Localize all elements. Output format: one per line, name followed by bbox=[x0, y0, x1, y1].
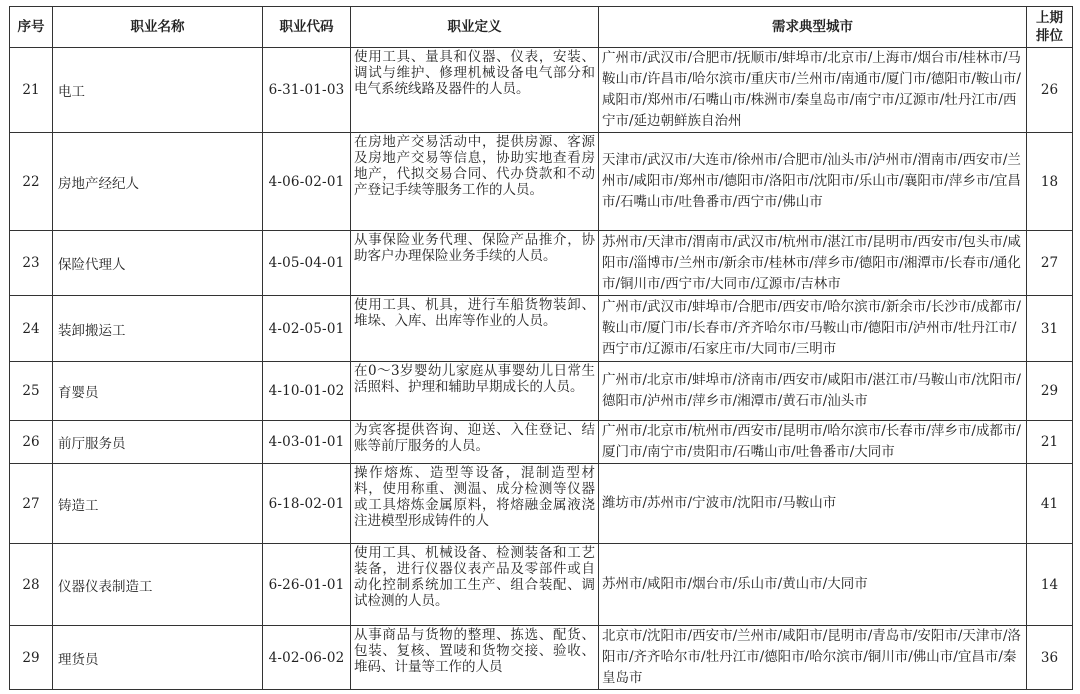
table-row bbox=[10, 626, 1073, 690]
cell-definition: 在房地产交易活动中，提供房源、客源及房地产交易等信息，协助实地查看房地产，代拟交易合同、代办贷款和不动产登记手续等服务工作的人员。 bbox=[351, 133, 599, 231]
cell-code: 6-31-01-03 bbox=[263, 48, 351, 133]
cell-rank: 41 bbox=[1027, 464, 1073, 544]
cell-rank: 26 bbox=[1027, 48, 1073, 133]
header-cities: 需求典型城市 bbox=[599, 7, 1027, 48]
cell-rank: 18 bbox=[1027, 133, 1073, 231]
header-rank-line1: 上期 bbox=[1036, 10, 1063, 26]
cell-seq: 27 bbox=[10, 464, 53, 544]
table-row bbox=[10, 48, 1073, 133]
cell-seq: 26 bbox=[10, 421, 53, 464]
cell-seq: 28 bbox=[10, 544, 53, 626]
cell-name: 理货员 bbox=[53, 626, 263, 690]
cell-definition: 为宾客提供咨询、迎送、入住登记、结账等前厅服务的人员。 bbox=[351, 421, 599, 464]
header-rank bbox=[1027, 7, 1073, 48]
cell-definition: 使用工具、量具和仪器、仪表，安装、调试与维护、修理机械设备电气部分和电气系统线路及器件的人员。 bbox=[351, 48, 599, 133]
cell-definition: 操作熔炼、造型等设备，混制造型材料，使用称重、测温、成分检测等仪器或工具熔炼金属原料，将熔融金属液浇注进模型形成铸件的人 bbox=[351, 464, 599, 544]
table-header-row bbox=[10, 7, 1073, 48]
cell-definition: 使用工具、机械设备、检测装备和工艺装备，进行仪器仪表产品及零部件或自动化控制系统加工生产、组合装配、调试检测的人员。 bbox=[351, 544, 599, 626]
table-row bbox=[10, 421, 1073, 464]
cell-name: 房地产经纪人 bbox=[53, 133, 263, 231]
cell-code: 6-26-01-01 bbox=[263, 544, 351, 626]
cell-cities: 广州市/武汉市/合肥市/抚顺市/蚌埠市/北京市/上海市/烟台市/桂林市/马鞍山市/许昌市/哈尔滨市/重庆市/兰州市/南通市/厦门市/德阳市/鞍山市/咸阳市/郑州市/石嘴山市/株洲市/秦皇岛市/南宁市/辽源市/牡丹江市/西宁市/延边朝鲜族自治州 bbox=[599, 48, 1027, 133]
cell-rank: 21 bbox=[1027, 421, 1073, 464]
cell-seq: 21 bbox=[10, 48, 53, 133]
cell-rank: 27 bbox=[1027, 231, 1073, 296]
cell-name: 前厅服务员 bbox=[53, 421, 263, 464]
table-row bbox=[10, 362, 1073, 421]
table-row bbox=[10, 544, 1073, 626]
cell-definition: 从事商品与货物的整理、拣选、配货、包装、复核、置唛和货物交接、验收、堆码、计量等工作的人员 bbox=[351, 626, 599, 690]
cell-seq: 29 bbox=[10, 626, 53, 690]
cell-code: 4-06-02-01 bbox=[263, 133, 351, 231]
cell-name: 保险代理人 bbox=[53, 231, 263, 296]
occupation-demand-table bbox=[9, 6, 1073, 690]
cell-seq: 24 bbox=[10, 296, 53, 362]
header-code: 职业代码 bbox=[263, 7, 351, 48]
cell-code: 4-03-01-01 bbox=[263, 421, 351, 464]
header-name: 职业名称 bbox=[53, 7, 263, 48]
cell-name: 电工 bbox=[53, 48, 263, 133]
cell-definition: 使用工具、机具，进行车船货物装卸、堆垛、入库、出库等作业的人员。 bbox=[351, 296, 599, 362]
cell-cities: 北京市/沈阳市/西安市/兰州市/咸阳市/昆明市/青岛市/安阳市/天津市/洛阳市/齐齐哈尔市/牡丹江市/德阳市/哈尔滨市/铜川市/佛山市/宜昌市/秦皇岛市 bbox=[599, 626, 1027, 690]
cell-rank: 36 bbox=[1027, 626, 1073, 690]
occupation-table-container bbox=[9, 6, 1073, 690]
cell-code: 6-18-02-01 bbox=[263, 464, 351, 544]
cell-code: 4-02-06-02 bbox=[263, 626, 351, 690]
cell-code: 4-02-05-01 bbox=[263, 296, 351, 362]
cell-cities: 苏州市/天津市/渭南市/武汉市/杭州市/湛江市/昆明市/西安市/包头市/咸阳市/淄博市/兰州市/新余市/桂林市/萍乡市/德阳市/湘潭市/长春市/通化市/铜川市/西宁市/大同市/辽源市/吉林市 bbox=[599, 231, 1027, 296]
cell-code: 4-05-04-01 bbox=[263, 231, 351, 296]
table-row bbox=[10, 464, 1073, 544]
cell-seq: 22 bbox=[10, 133, 53, 231]
cell-cities: 潍坊市/苏州市/宁波市/沈阳市/马鞍山市 bbox=[599, 464, 1027, 544]
cell-definition: 从事保险业务代理、保险产品推介，协助客户办理保险业务手续的人员。 bbox=[351, 231, 599, 296]
cell-rank: 29 bbox=[1027, 362, 1073, 421]
cell-rank: 14 bbox=[1027, 544, 1073, 626]
cell-name: 育婴员 bbox=[53, 362, 263, 421]
header-rank-line2: 排位 bbox=[1036, 28, 1063, 44]
cell-cities: 广州市/武汉市/蚌埠市/合肥市/西安市/哈尔滨市/新余市/长沙市/成都市/鞍山市/厦门市/长春市/齐齐哈尔市/马鞍山市/德阳市/泸州市/牡丹江市/西宁市/辽源市/石家庄市/大同市/三明市 bbox=[599, 296, 1027, 362]
cell-cities: 广州市/北京市/蚌埠市/济南市/西安市/咸阳市/湛江市/马鞍山市/沈阳市/德阳市/泸州市/萍乡市/湘潭市/黄石市/汕头市 bbox=[599, 362, 1027, 421]
cell-cities: 广州市/北京市/杭州市/西安市/昆明市/哈尔滨市/长春市/萍乡市/成都市/厦门市/南宁市/贵阳市/石嘴山市/吐鲁番市/大同市 bbox=[599, 421, 1027, 464]
cell-cities: 天津市/武汉市/大连市/徐州市/合肥市/汕头市/泸州市/渭南市/西安市/兰州市/咸阳市/郑州市/德阳市/洛阳市/沈阳市/乐山市/襄阳市/萍乡市/宜昌市/石嘴山市/吐鲁番市/西宁市/佛山市 bbox=[599, 133, 1027, 231]
cell-seq: 25 bbox=[10, 362, 53, 421]
cell-definition: 在0～3岁婴幼儿家庭从事婴幼儿日常生活照料、护理和辅助早期成长的人员。 bbox=[351, 362, 599, 421]
cell-cities: 苏州市/咸阳市/烟台市/乐山市/黄山市/大同市 bbox=[599, 544, 1027, 626]
cell-seq: 23 bbox=[10, 231, 53, 296]
cell-rank: 31 bbox=[1027, 296, 1073, 362]
table-row bbox=[10, 296, 1073, 362]
header-definition: 职业定义 bbox=[351, 7, 599, 48]
table-row bbox=[10, 231, 1073, 296]
header-seq: 序号 bbox=[10, 7, 53, 48]
cell-name: 铸造工 bbox=[53, 464, 263, 544]
table-row bbox=[10, 133, 1073, 231]
cell-name: 仪器仪表制造工 bbox=[53, 544, 263, 626]
cell-name: 装卸搬运工 bbox=[53, 296, 263, 362]
cell-code: 4-10-01-02 bbox=[263, 362, 351, 421]
